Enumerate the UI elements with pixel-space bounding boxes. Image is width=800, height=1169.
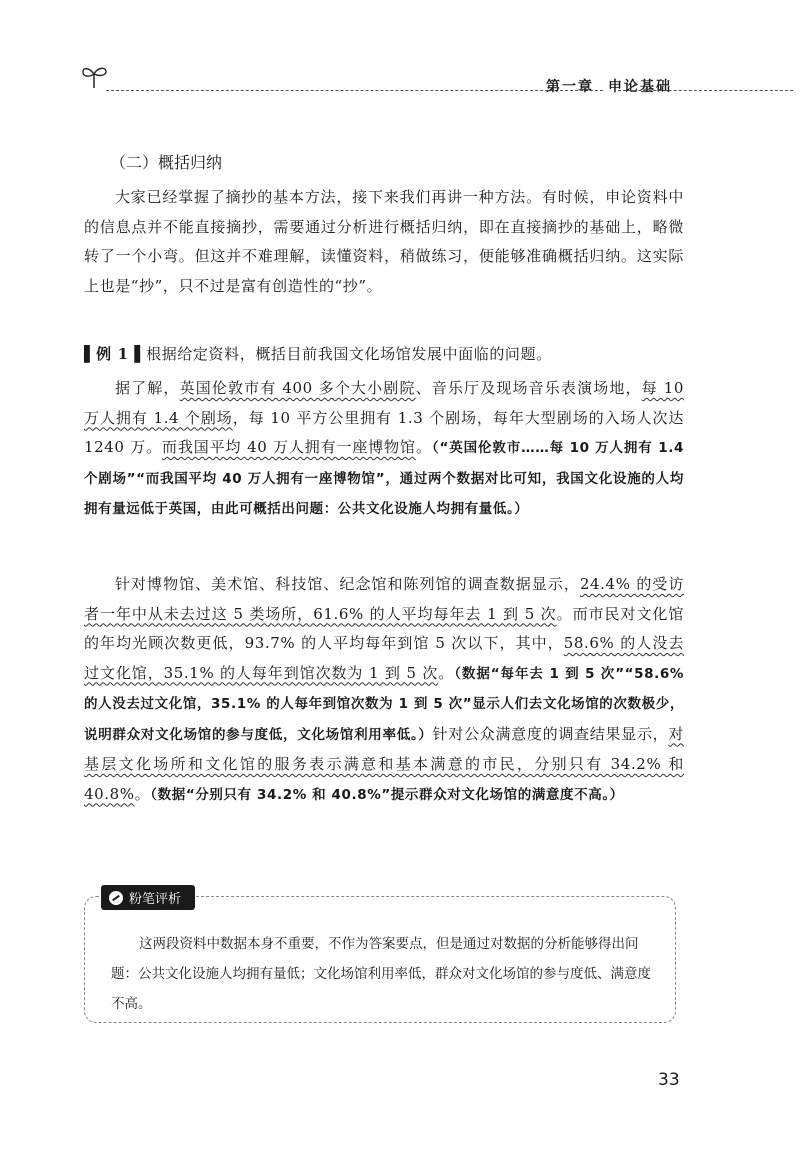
material-paragraph-2 bbox=[84, 570, 684, 810]
intro-paragraph: 大家已经掌握了摘抄的基本方法，接下来我们再讲一种方法。有时候，申论资料中的信息点并不能直接摘抄，需要通过分析进行概括归纳，即在直接摘抄的基础上，略微转了一个小弯。但这并不难理解，读懂资料，稍做练习，便能够准确概括归纳。这实际上也是“抄”，只不过是富有创造性的“抄”。 bbox=[84, 188, 684, 295]
annotation-note: （“英国伦敦市……每 10 万人拥有 1.4 个剧场”“而我国平均 40 万人拥有一座博物馆”，通过两个数据对比可知，我国文化设施的人均拥有量远低于英国，由此可概括出问题：公共文化设施人均拥有量低。） bbox=[84, 440, 684, 517]
annotation-note: （数据“分别只有 34.2% 和 40.8%”提示群众对文化场馆的满意度不高。） bbox=[150, 786, 624, 803]
chapter-title: 申论基础 bbox=[608, 79, 672, 95]
text-run: 。 bbox=[415, 438, 432, 456]
underlined-text: 对基层文化场所和文化馆的服务表示满意和基本满意的市民，分别只有 34.2% 和 40.8% bbox=[84, 724, 684, 803]
analysis-text: 这两段资料中数据本身不重要，不作为答案要点，但是通过对数据的分析能够得出问题：公共文化设施人均拥有量低；文化场馆利用率低，群众对文化场馆的参与度低、满意度不高。 bbox=[111, 936, 651, 1012]
running-header bbox=[78, 62, 793, 102]
text-run: 。 bbox=[134, 784, 151, 803]
header-rule-right bbox=[618, 90, 793, 91]
annotation-note: （数据“每年去 1 到 5 次”“58.6% 的人没去过文化馆，35.1% 的人每年到馆次数为 1 到 5 次”显示人们去文化场馆的次数极少，说明群众对文化场馆的参与度低，文化场馆利用率低。） bbox=[84, 665, 684, 743]
example-question-text: 根据给定资料，概括目前我国文化场馆发展中面临的问题。 bbox=[146, 345, 552, 363]
analysis-box bbox=[84, 892, 676, 1023]
material-paragraph-1 bbox=[84, 374, 684, 525]
page-number: 33 bbox=[658, 1070, 680, 1090]
example-tag: ▌例 1▐ bbox=[84, 345, 141, 363]
chapter-heading bbox=[546, 76, 686, 96]
analysis-label-text: 粉笔评析 bbox=[129, 892, 182, 907]
underlined-text: 58.6% 的人没去过文化馆，35.1% 的人每年到馆次数为 1 到 5 次 bbox=[84, 634, 685, 682]
analysis-label bbox=[101, 885, 195, 910]
section-title: （二）概括归纳 bbox=[110, 153, 223, 172]
underlined-text: 英国伦敦市有 400 多个大小剧院 bbox=[179, 379, 416, 397]
pencil-icon bbox=[109, 891, 123, 905]
underlined-text: 而我国平均 40 万人拥有一座博物馆 bbox=[162, 438, 416, 456]
text-run: 针对博物馆、美术馆、科技馆、纪念馆和陈列馆的调查数据显示， bbox=[115, 575, 580, 593]
chapter-number: 第一章 bbox=[546, 79, 594, 95]
sprout-icon bbox=[80, 64, 110, 90]
text-run: 。 bbox=[438, 663, 455, 682]
text-run: 针对公众满意度的调查结果显示， bbox=[432, 724, 669, 743]
text-run: 。而市民对文化馆的年均光顾次数更低，93.7% 的人平均每年到馆 5 次以下，其中， bbox=[84, 604, 684, 652]
text-run: 据了解， bbox=[115, 379, 180, 397]
underlined-text: 24.4% 的受访者一年中从未去过这 5 类场所，61.6% 的人平均每年去 1 到 5 次 bbox=[84, 575, 685, 623]
header-rule bbox=[106, 90, 603, 91]
example-question bbox=[84, 343, 552, 364]
text-run: ，每 10 平方公里拥有 1.3 个剧场，每年大型剧场的入场人次达 1240 万。 bbox=[84, 408, 685, 456]
text-run: 、音乐厅及现场音乐表演场地， bbox=[415, 379, 642, 397]
underlined-text: 每 10 万人拥有 1.4 个剧场 bbox=[84, 379, 685, 427]
